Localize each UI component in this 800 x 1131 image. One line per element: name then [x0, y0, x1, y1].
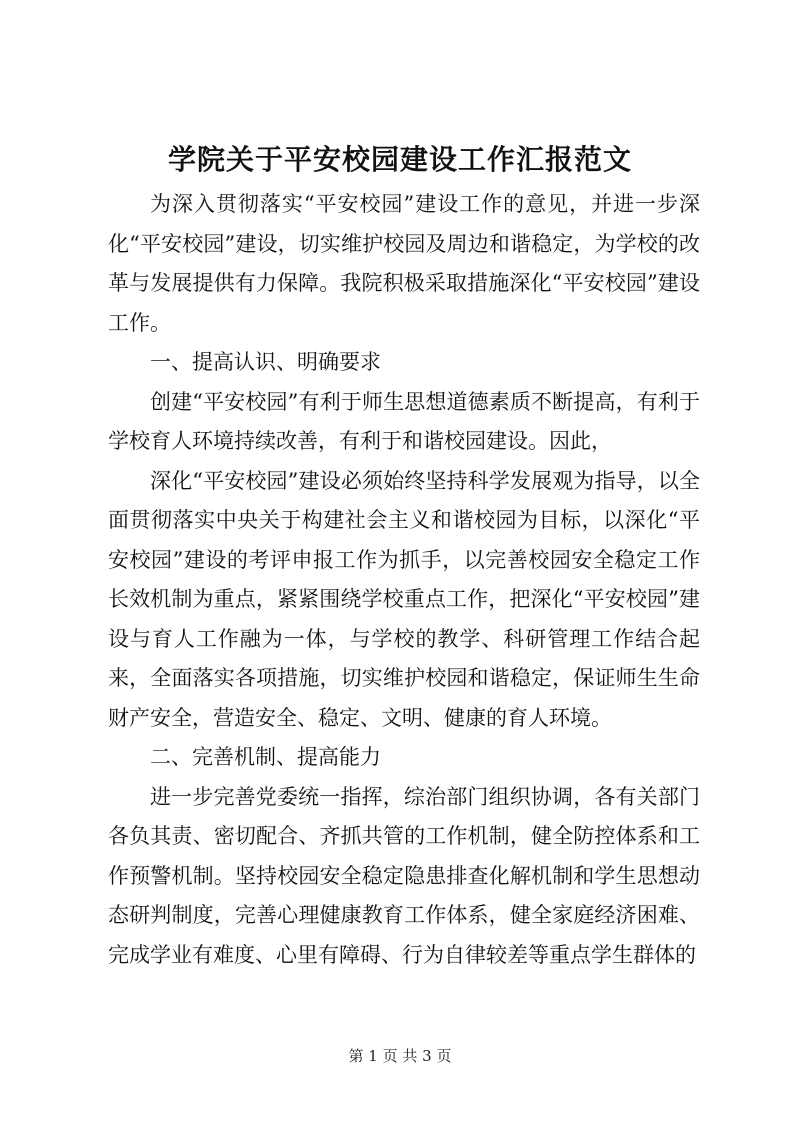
page-footer: 第 1 页 共 3 页: [348, 1047, 452, 1065]
section-heading-1: 一、提高认识、明确要求: [150, 350, 381, 374]
paragraph-intro: 为深入贯彻落实“平安校园”建设工作的意见，并进一步深化“平安校园”建设，切实维护校园及周边和谐稳定，为学校的改革与发展提供有力保障。我院积极采取措施深化“平安校园”建设工作。: [108, 192, 700, 335]
document-title: 学院关于平安校园建设工作汇报范文: [167, 143, 632, 176]
document-body: [108, 185, 700, 975]
section-heading-2: 二、完善机制、提高能力: [150, 745, 381, 769]
paragraph-section-1a: 创建“平安校园”有利于师生思想道德素质不断提高，有利于学校育人环境持续改善，有利于和谐校园建设。因此，: [108, 389, 700, 453]
paragraph-section-2a: 进一步完善党委统一指挥，综治部门组织协调，各有关部门各负其责、密切配合、齐抓共管的工作机制，健全防控体系和工作预警机制。坚持校园安全稳定隐患排查化解机制和学生思想动态研判制度，完善心理健康教育工作体系，健全家庭经济困难、完成学业有难度、心里有障碍、行为自律较差等重点学生群体的: [108, 784, 700, 967]
paragraph-section-1b: 深化“平安校园”建设必须始终坚持科学发展观为指导，以全面贯彻落实中央关于构建社会主义和谐校园为目标，以深化“平安校园”建设的考评申报工作为抓手，以完善校园安全稳定工作长效机制为重点，紧紧围绕学校重点工作，把深化“平安校园”建设与育人工作融为一体，与学校的教学、科研管理工作结合起来，全面落实各项措施，切实维护校园和谐稳定，保证师生生命财产安全，营造安全、稳定、文明、健康的育人环境。: [108, 468, 700, 730]
